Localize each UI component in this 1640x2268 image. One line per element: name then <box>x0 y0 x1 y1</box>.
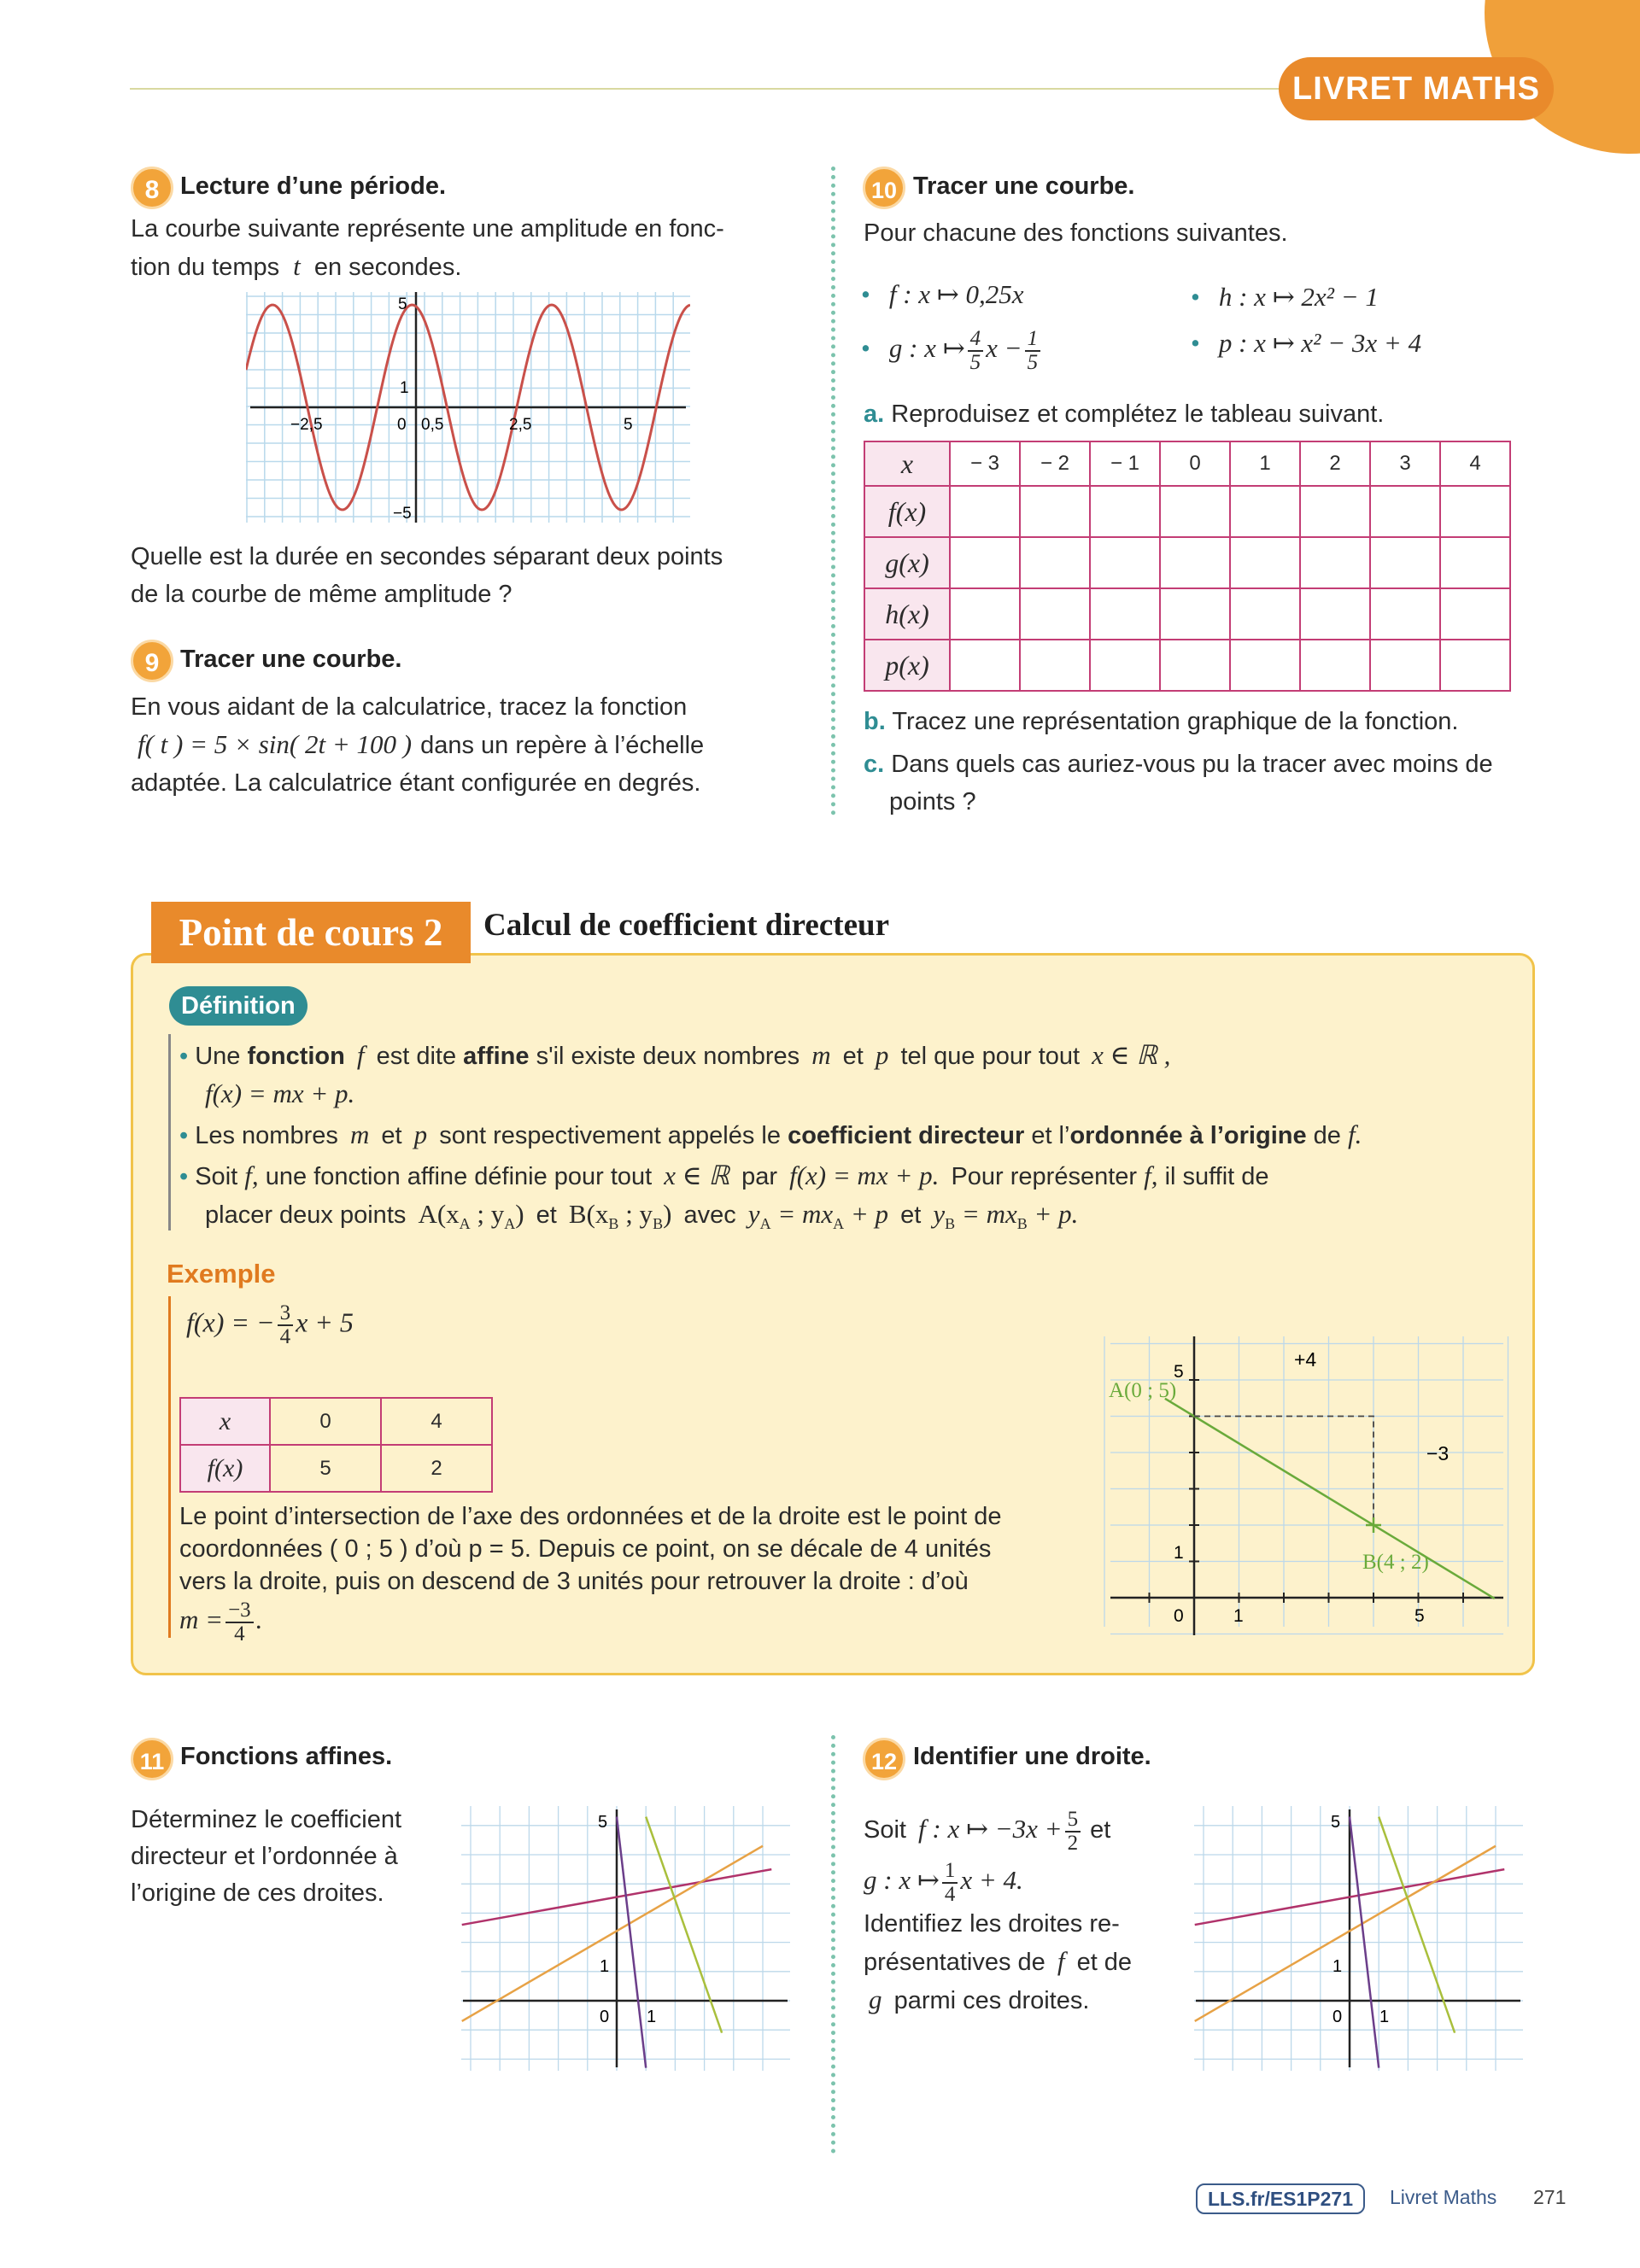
lines-graph <box>461 1806 790 2071</box>
exercise-text: Soit f : x ↦ −3x + $\frac{5}{2}$ et g : x ↦ $\frac{1}{4}$ x + 4. Identifiez les droites re- présentatives de f et de g parmi ces droites. <box>864 1808 1133 2014</box>
sine-graph <box>246 292 690 523</box>
exercise-intro: Pour chacune des fonctions suivantes. <box>864 219 1288 247</box>
x-label-05: 0,5 <box>421 416 444 434</box>
header-tag: LIVRET MATHS <box>1279 57 1554 120</box>
exercise-question: Quelle est la durée en secondes séparant deux points de la courbe de même amplitude ? <box>131 543 723 608</box>
footer-link[interactable]: LLS.fr/ES1P271 <box>1196 2183 1365 2214</box>
table-header: 0 <box>1160 441 1230 486</box>
values-table <box>864 441 1511 692</box>
course-title: Calcul de coefficient directeur <box>483 908 890 943</box>
x-label-0: 0 <box>600 2008 610 2026</box>
question-b: b. Tracez une représentation graphique de la fonction. <box>864 708 1459 735</box>
example-graph <box>1102 1328 1512 1635</box>
line-orange <box>1195 1846 1496 2021</box>
exercise-title: Tracer une courbe. <box>913 172 1135 200</box>
function-line <box>1165 1399 1495 1599</box>
column-divider <box>831 1735 835 2154</box>
exercise-number: 10 <box>863 167 905 209</box>
exercise-number: 12 <box>863 1738 905 1780</box>
header-rule <box>130 88 1283 90</box>
table-row: p(x) <box>864 640 1510 691</box>
table-row: h(x) <box>864 588 1510 640</box>
table-header: − 1 <box>1090 441 1160 486</box>
function-g: • g : x ↦ $\frac{4}{5}$ x − $\frac{1}{5}$ <box>861 328 1043 374</box>
x-label-5: 5 <box>624 416 633 434</box>
exercise-text: En vous aidant de la calculatrice, tracez la fonction f( t ) = 5 × sin( 2t + 100 ) dans un repère à l’échelle adaptée. La calculatrice étant configurée en degrés. <box>131 693 705 797</box>
table-header: 4 <box>1440 441 1510 486</box>
exercise-title: Identifier une droite. <box>913 1743 1151 1770</box>
table-row: x 0 4 <box>180 1398 492 1445</box>
exercise-number: 9 <box>131 640 173 682</box>
table-row: g(x) <box>864 537 1510 588</box>
exercise-number: 8 <box>131 167 173 209</box>
x-label-0: 0 <box>1332 2008 1343 2026</box>
x-label-0: 0 <box>397 416 407 434</box>
line-orange <box>462 1846 763 2021</box>
y-label-1: 1 <box>600 1957 610 1976</box>
lines-graph <box>1194 1806 1523 2071</box>
table-header: 2 <box>1300 441 1370 486</box>
y-label-5: 5 <box>1174 1362 1184 1382</box>
y-label-1: 1 <box>400 379 409 397</box>
exercise-title: Lecture d’une période. <box>180 172 446 200</box>
exercise-title: Tracer une courbe. <box>180 646 402 673</box>
page-number: 271 <box>1533 2186 1567 2208</box>
example-bar <box>168 1296 171 1638</box>
definition-bar <box>168 1034 171 1230</box>
exercise-number: 11 <box>131 1738 173 1780</box>
table-row: f(x) <box>864 486 1510 537</box>
x-label-1: 1 <box>1379 2008 1390 2026</box>
table-header: 1 <box>1230 441 1300 486</box>
x-label-m25: −2,5 <box>290 416 323 434</box>
point-a-label: A(0 ; 5) <box>1109 1379 1177 1402</box>
exercise-text: Déterminez le coefficient directeur et l’ordonnée à l’origine de ces droites. <box>131 1806 402 1907</box>
x-label-0: 0 <box>1174 1606 1184 1626</box>
definition-content: • Une fonction f est dite affine s'il existe deux nombres m et p tel que pour tout x ∈ ℝ , f(x) = mx + p. • Les nombres m et p sont respectivement appelés le coefficient directeur et l’ordonnée à l’origine de f. • Soit f, une fonction affine définie pour tout x ∈ ℝ par f(x) = mx + p. Pour représenter f, il suffit de placer deux points $A(x_A$ ; $y_A$) et $B(x_B$ ; $y_B$) avec $y_A = mx_A + p$ et $y_B = mx_B + p$. <box>179 1040 1362 1233</box>
table-header: − 3 <box>950 441 1020 486</box>
column-divider <box>831 167 835 815</box>
exercise-title: Fonctions affines. <box>180 1743 393 1770</box>
function-h: • h : x ↦ 2x² − 1 <box>1191 282 1379 312</box>
y-label-1: 1 <box>1332 1957 1343 1976</box>
function-list <box>861 275 1544 377</box>
graph-grid <box>1194 1806 1523 2071</box>
point-b-marker <box>1366 1517 1381 1533</box>
table-header: − 2 <box>1020 441 1090 486</box>
example-function: f(x) = − $\frac{3}{4}$ x + 5 <box>186 1301 354 1348</box>
y-label-m5: −5 <box>393 505 412 523</box>
question-a: a. Reproduisez et complétez le tableau suivant. <box>864 400 1385 428</box>
table-header: x <box>864 441 950 486</box>
footer-label: Livret Maths <box>1390 2186 1497 2208</box>
x-label-25: 2,5 <box>509 416 532 434</box>
example-label: Exemple <box>167 1259 276 1289</box>
y-label-5: 5 <box>1331 1813 1341 1832</box>
function-f: • f : x ↦ 0,25x <box>861 279 1024 309</box>
table-header: 3 <box>1370 441 1440 486</box>
step-x-label: +4 <box>1294 1348 1317 1371</box>
y-label-5: 5 <box>598 1813 608 1832</box>
x-label-1: 1 <box>1233 1606 1244 1626</box>
exercise-text: La courbe suivante représente une amplitude en fonc- tion du temps t en secondes. <box>131 215 724 281</box>
y-label-5: 5 <box>398 295 407 313</box>
graph-grid <box>461 1806 790 2071</box>
y-label-1: 1 <box>1174 1543 1184 1563</box>
example-explanation: Le point d’intersection de l’axe des ordonnées et de la droite est le point de coordonnées ( 0 ; 5 ) d’où p = 5. Depuis ce point, on se décale de 4 unités vers la droite, puis on descend de 3 unités pour retrouver la droite : d’où m = $\frac{-3}{4}$ . <box>179 1503 1002 1645</box>
point-b-label: B(4 ; 2) <box>1362 1551 1429 1574</box>
question-c: c. Dans quels cas auriez-vous pu la tracer avec moins de points ? <box>864 751 1493 815</box>
table-row: f(x) 5 2 <box>180 1445 492 1492</box>
x-label-5: 5 <box>1414 1606 1425 1626</box>
definition-badge: Définition <box>169 986 308 1026</box>
x-label-1: 1 <box>647 2008 657 2026</box>
course-label: Point de cours 2 <box>151 902 471 963</box>
function-p: • p : x ↦ x² − 3x + 4 <box>1191 328 1422 358</box>
example-table <box>179 1397 493 1493</box>
step-y-label: −3 <box>1426 1442 1450 1464</box>
